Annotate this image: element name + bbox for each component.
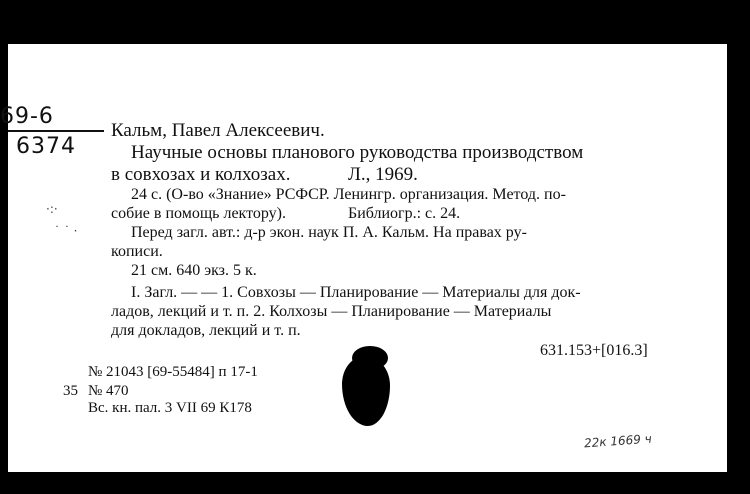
- bibliography-note: Библиогр.: с. 24.: [348, 205, 461, 222]
- note-line-2: кописи.: [111, 243, 163, 260]
- author-heading: Кальм, Павел Алексеевич.: [111, 120, 325, 141]
- registration-line-2: № 470: [88, 383, 129, 399]
- title-line-2: в совхозах и колхозах.: [111, 164, 291, 185]
- registration-prefix: 35: [63, 383, 78, 399]
- scan-border-right: [727, 44, 750, 494]
- classification-number: 631.153+[016.3]: [540, 342, 648, 359]
- ink-blot: [342, 356, 390, 426]
- note-line-1: Перед загл. авт.: д-р экон. наук П. А. Кальм. На правах ру-: [131, 224, 527, 241]
- description-line-2: собие в помощь лектору).: [111, 205, 287, 222]
- registration-line-3: Вс. кн. пал. 3 VII 69 К178: [88, 400, 252, 416]
- tracing-line-1: I. Загл. — — 1. Совхозы — Планирование — Материалы для док-: [131, 284, 581, 301]
- imprint: Л., 1969.: [348, 164, 418, 185]
- description-line-1: 24 с. (О-во «Знание» РСФСР. Ленингр. организация. Метод. по-: [131, 186, 566, 203]
- catalog-card: [0, 44, 727, 472]
- registration-line-1: № 21043 [69-55484] п 17-1: [88, 364, 258, 380]
- stray-mark: ˙ ˙ ·: [54, 224, 78, 238]
- scan-border-top: [0, 0, 750, 44]
- handwritten-note: 22к 1669 ч: [583, 431, 653, 451]
- call-number-line1: 69-6: [0, 104, 54, 129]
- call-number-line2: 6374: [16, 134, 76, 159]
- format-line: 21 см. 640 экз. 5 к.: [131, 262, 257, 279]
- call-number-rule: [8, 130, 104, 132]
- title-line-1: Научные основы планового руководства производством: [131, 142, 584, 163]
- tracing-line-3: для докладов, лекций и т. п.: [111, 322, 301, 339]
- stray-mark: ·:·: [46, 202, 58, 216]
- tracing-line-2: ладов, лекций и т. п. 2. Колхозы — Планирование — Материалы: [111, 303, 552, 320]
